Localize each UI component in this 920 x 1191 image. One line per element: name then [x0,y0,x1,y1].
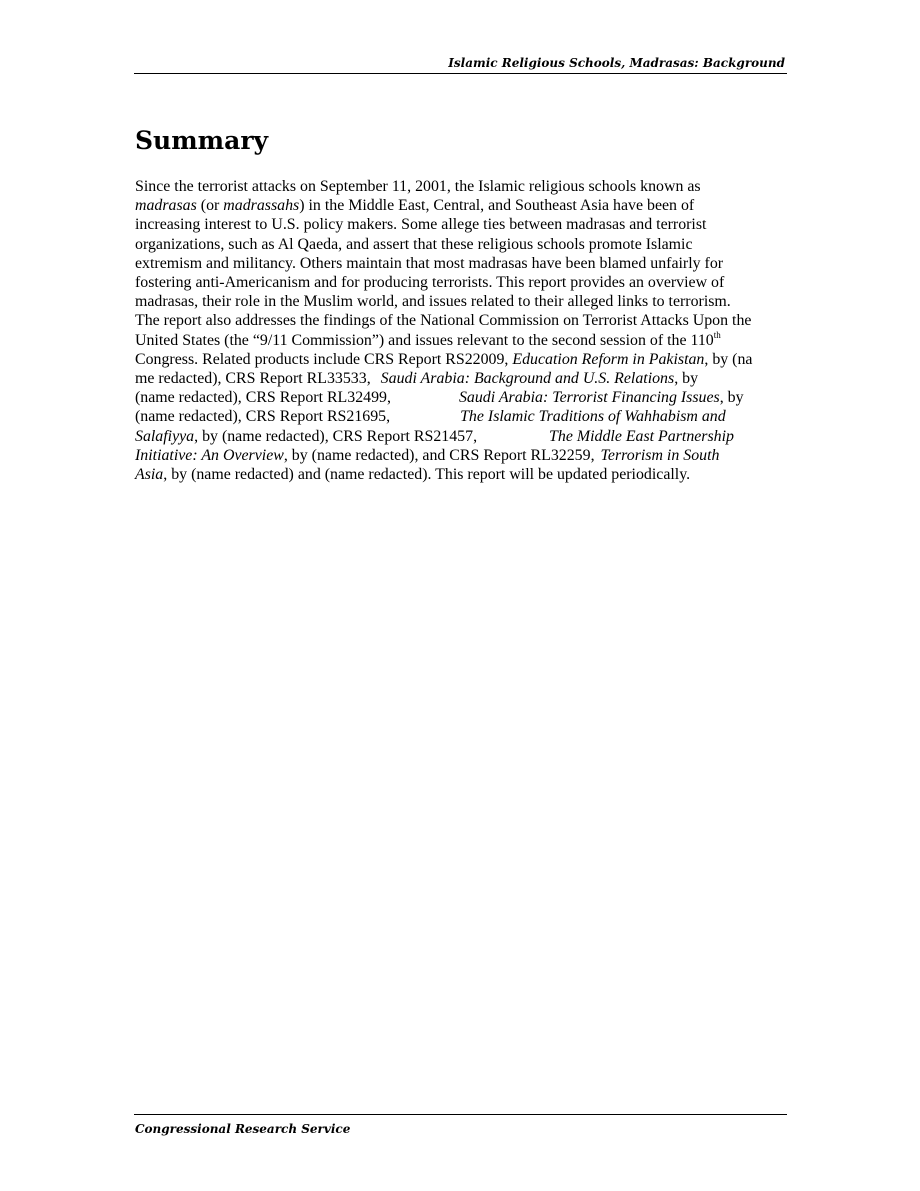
report-title: Salafiyya [135,427,195,445]
report-title: Terrorism in South [600,446,720,464]
text-line: Since the terrorist attacks on September 11, 2001, the Islamic religious schools known as [135,178,701,195]
text-line: organizations, such as Al Qaeda, and assert that these religious schools promote Islamic [135,235,693,253]
text-line: madrasas (or madrassahs) in the Middle East, Central, and Southeast Asia have been of [135,197,695,215]
text-line: (name redacted), CRS Report RL32499, Saudi Arabia: Terrorist Financing Issues, by [135,389,744,407]
text-line: Congress. Related products include CRS Report RS22009, Education Reform in Pakistan, by (na [135,350,753,368]
text-line: Initiative: An Overview, by (name redacted), and CRS Report RL32259, Terrorism in South [135,446,720,464]
text-line: me redacted), CRS Report RL33533, Saudi Arabia: Background and U.S. Relations, by [135,370,699,388]
text-line: madrasas, their role in the Muslim world, and issues related to their alleged links to terrorism. [135,293,731,311]
report-title: Asia [135,466,164,484]
text-line: United States (the “9/11 Commission”) and issues relevant to the second session of the 110th [135,329,721,349]
text-line: fostering anti-Americanism and for producing terrorists. This report provides an overview of [135,274,725,292]
page-footer [134,1114,787,1136]
running-title: Islamic Religious Schools, Madrasas: Background [448,56,785,70]
text-line: (name redacted), CRS Report RS21695, The Islamic Traditions of Wahhabism and [135,408,726,426]
text-line: increasing interest to U.S. policy makers. Some allege ties between madrasas and terrorist [135,216,707,234]
report-title: Saudi Arabia: Terrorist Financing Issues [458,389,720,407]
report-title: Saudi Arabia: Background and U.S. Relations [380,370,675,388]
footer-label: Congressional Research Service [135,1122,351,1136]
text-line: Salafiyya, by (name redacted), CRS Report RS21457, The Middle East Partnership [135,427,734,445]
report-title: The Middle East Partnership [549,427,734,445]
report-title: Education Reform in Pakistan [512,350,705,368]
text-line: Asia, by (name redacted) and (name redacted). This report will be updated periodically. [135,466,691,484]
text-line: extremism and militancy. Others maintain that most madrasas have been blamed unfairly for [135,254,724,272]
ordinal-superscript: th [713,329,721,340]
text-line: The report also addresses the findings of the National Commission on Terrorist Attacks Upon the [135,312,752,330]
section-title: Summary [135,126,269,155]
report-title: The Islamic Traditions of Wahhabism and [460,408,726,426]
page-header [134,56,787,74]
summary-paragraph [135,177,795,484]
report-title: Initiative: An Overview [135,446,284,464]
